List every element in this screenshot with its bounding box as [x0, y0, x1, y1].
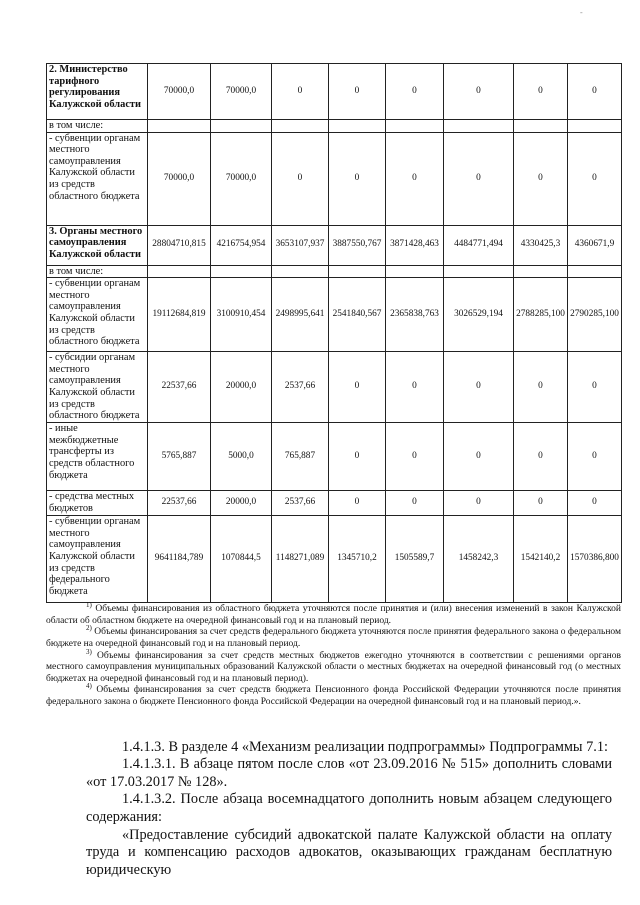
table-cell: 0	[568, 423, 622, 491]
table-cell: 2365838,763	[386, 278, 444, 352]
table-cell: 0	[444, 132, 514, 225]
table-cell: 2790285,100	[568, 278, 622, 352]
table-cell: 70000,0	[211, 64, 272, 120]
table-row	[47, 352, 622, 423]
table-cell: 3100910,454	[211, 278, 272, 352]
table-cell: 0	[444, 423, 514, 491]
row-label: в том числе:	[47, 120, 148, 133]
table-cell: 0	[568, 352, 622, 423]
table-cell: 1505589,7	[386, 516, 444, 603]
table-cell: 9641184,789	[148, 516, 211, 603]
table-cell	[444, 120, 514, 133]
table-cell: 0	[568, 64, 622, 120]
table-cell: 4360671,9	[568, 225, 622, 265]
footnote-number: 2)	[86, 624, 92, 633]
row-label: - субвенции органам местного самоуправления Калужской области из средств областного бюджета	[47, 278, 148, 352]
row-label: 3. Органы местного самоуправления Калужской области	[47, 225, 148, 265]
footnote	[46, 682, 621, 708]
table-cell	[329, 120, 386, 133]
table-cell: 3871428,463	[386, 225, 444, 265]
table-row	[47, 278, 622, 352]
row-label: - субвенции органам местного самоуправления Калужской области из средств областного бюджета	[47, 132, 148, 225]
table-cell: 2537,66	[272, 491, 329, 516]
table-cell	[514, 120, 568, 133]
table-cell: 20000,0	[211, 352, 272, 423]
table-row	[47, 491, 622, 516]
footnote	[46, 647, 621, 686]
table-cell: 0	[514, 423, 568, 491]
table-cell: 1542140,2	[514, 516, 568, 603]
table-row	[47, 265, 622, 278]
table-cell: 0	[386, 352, 444, 423]
table-cell	[211, 120, 272, 133]
table-cell: 22537,66	[148, 352, 211, 423]
footnote-text: Объемы финансирования за счет средств местных бюджетов ежегодно уточняются в соответствии с решениями органов местного самоуправления муниципальных образований Калужской области о местных бюджетах на очередной финансовый год (о местных бюджетах на очередной финансовый год и на плановый период).	[46, 650, 621, 684]
row-label: - субвенции органам местного самоуправления Калужской области из средств федерального бюджета	[47, 516, 148, 603]
table-cell	[329, 265, 386, 278]
table-cell	[272, 120, 329, 133]
table-cell: 0	[272, 132, 329, 225]
table-cell	[386, 120, 444, 133]
row-label: 2. Министерство тарифного регулирования Калужской области	[47, 64, 148, 120]
table-cell: 1570386,800	[568, 516, 622, 603]
table-cell	[148, 265, 211, 278]
paragraph-1-4-1-3-1: 1.4.1.3.1. В абзаце пятом после слов «от 23.09.2016 № 515» дополнить словами «от 17.03.2017 № 128».	[86, 756, 612, 790]
table-cell: 2537,66	[272, 352, 329, 423]
table-cell	[568, 265, 622, 278]
table-row	[47, 64, 622, 120]
table-cell: 0	[514, 64, 568, 120]
table-cell: 4216754,954	[211, 225, 272, 265]
table-cell: 5765,887	[148, 423, 211, 491]
table-cell: 20000,0	[211, 491, 272, 516]
table-cell: 0	[329, 491, 386, 516]
table-cell: 3653107,937	[272, 225, 329, 265]
table-cell: 0	[444, 491, 514, 516]
table-cell: 4484771,494	[444, 225, 514, 265]
footnote	[46, 624, 622, 650]
table-cell	[514, 265, 568, 278]
table-cell: 1458242,3	[444, 516, 514, 603]
table-cell: 0	[386, 64, 444, 120]
table-cell: 765,887	[272, 423, 329, 491]
table-cell: 4330425,3	[514, 225, 568, 265]
table-cell	[444, 265, 514, 278]
table-cell: 3026529,194	[444, 278, 514, 352]
table-cell	[386, 265, 444, 278]
table-cell: 70000,0	[148, 64, 211, 120]
table-cell	[211, 265, 272, 278]
table-cell: 0	[514, 132, 568, 225]
table-row	[47, 516, 622, 603]
table-cell: 0	[329, 64, 386, 120]
table-cell: 70000,0	[148, 132, 211, 225]
row-label: - средства местных бюджетов	[47, 491, 148, 516]
footnote-text: Объемы финансирования за счет средств федерального бюджета уточняются после принятия федерального закона о федеральном бюджете на очередной финансовый год и на плановый период.	[46, 627, 622, 649]
table-cell: 2541840,567	[329, 278, 386, 352]
table-cell: 0	[386, 132, 444, 225]
table-cell: 70000,0	[211, 132, 272, 225]
table-cell: 0	[329, 352, 386, 423]
row-label: - субсидии органам местного самоуправления Калужской области из средств областного бюджета	[47, 352, 148, 423]
table-cell	[568, 120, 622, 133]
table-cell: 1345710,2	[329, 516, 386, 603]
footnote-text: Объемы финансирования из областного бюджета уточняются после принятия и (или) внесения изменений в закон Калужской области об областном бюджете на очередной финансовый год и на плановый период.	[46, 604, 621, 626]
footnote-number: 3)	[86, 647, 92, 656]
table-row	[47, 132, 622, 225]
table-cell: 0	[514, 352, 568, 423]
table-cell	[148, 120, 211, 133]
table-cell: 1070844,5	[211, 516, 272, 603]
table-cell	[272, 265, 329, 278]
table-cell: 0	[329, 132, 386, 225]
table-row	[47, 120, 622, 133]
table-cell: 0	[386, 423, 444, 491]
row-label: в том числе:	[47, 265, 148, 278]
paragraph-quote: «Предоставление субсидий адвокатской палате Калужской области на оплату труда и компенсацию расходов адвокатов, оказывающих гражданам бесплатную юридическую	[86, 826, 612, 878]
page-mark: -	[580, 8, 583, 17]
footnote-text: Объемы финансирования за счет средств бюджета Пенсионного фонда Российской Федерации уточняются после принятия федерального закона о бюджете Пенсионного фонда Российской Федерации на очередной финансовый год и на плановый период.».	[46, 685, 621, 707]
table-cell: 2788285,100	[514, 278, 568, 352]
footnotes	[46, 601, 622, 708]
paragraph-1-4-1-3-2: 1.4.1.3.2. После абзаца восемнадцатого дополнить новым абзацем следующего содержания:	[86, 791, 612, 825]
table-cell: 0	[514, 491, 568, 516]
table-cell: 0	[386, 491, 444, 516]
footnote	[46, 601, 621, 627]
table-cell: 0	[444, 352, 514, 423]
row-label: - иные межбюджетные трансферты из средств областного бюджета	[47, 423, 148, 491]
table-cell: 0	[329, 423, 386, 491]
table-cell: 2498995,641	[272, 278, 329, 352]
table-cell: 0	[568, 132, 622, 225]
table-cell: 28804710,815	[148, 225, 211, 265]
table-row	[47, 423, 622, 491]
table-cell: 0	[444, 64, 514, 120]
table-row	[47, 225, 622, 265]
table-cell: 22537,66	[148, 491, 211, 516]
table-cell: 5000,0	[211, 423, 272, 491]
footnote-number: 4)	[86, 682, 92, 691]
table-cell: 0	[272, 64, 329, 120]
page-content	[46, 63, 621, 879]
table-cell: 1148271,089	[272, 516, 329, 603]
table-cell: 0	[568, 491, 622, 516]
table-cell: 19112684,819	[148, 278, 211, 352]
paragraph-1-4-1-3: 1.4.1.3. В разделе 4 «Механизм реализации подпрограммы» Подпрограммы 7.1:	[122, 738, 608, 755]
table-cell: 3887550,767	[329, 225, 386, 265]
funding-table	[46, 63, 622, 603]
body-text	[86, 739, 612, 880]
footnote-number: 1)	[86, 601, 92, 610]
